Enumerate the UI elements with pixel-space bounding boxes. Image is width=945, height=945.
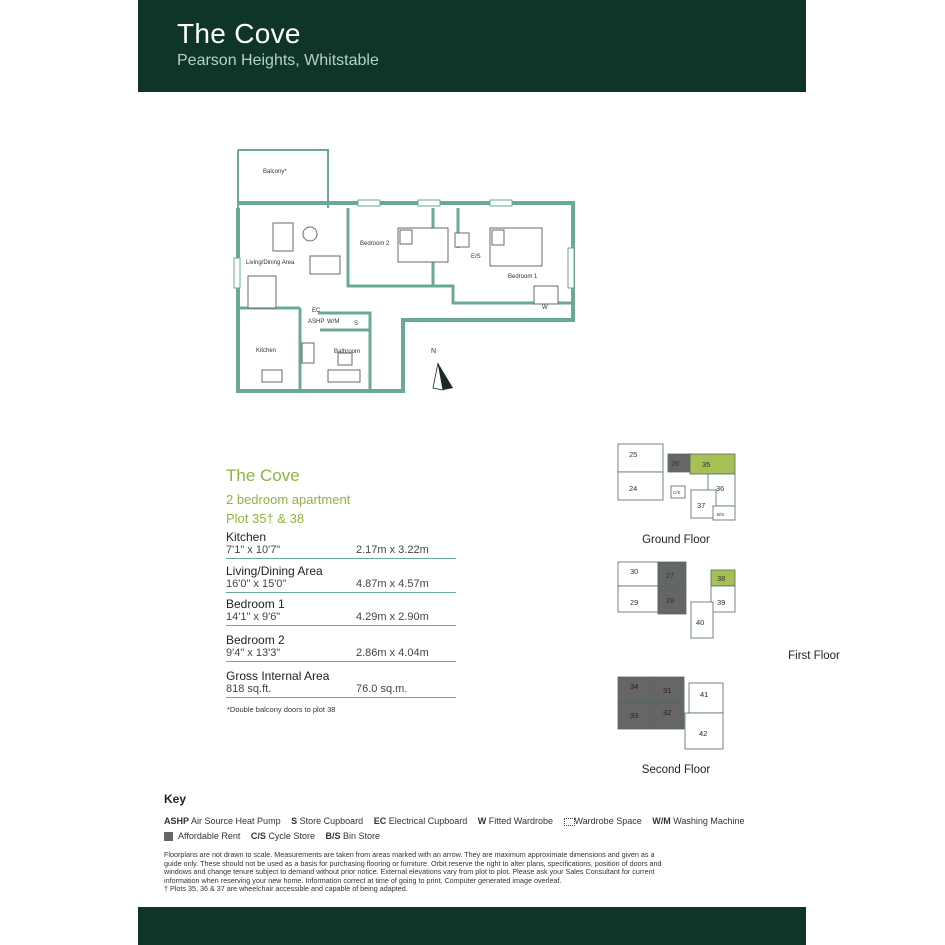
plan-label-es: E/S (471, 254, 481, 260)
key-title: Key (164, 792, 187, 806)
plan-label-bedroom2: Bedroom 2 (360, 241, 390, 247)
key-row-2 (164, 831, 784, 841)
plot-label: 29 (630, 598, 639, 607)
key-desc: Washing Machine (673, 816, 745, 826)
room-metric: 4.29m x 2.90m (356, 611, 429, 623)
disclaimer (164, 851, 724, 894)
floor-label-ground: Ground Floor (642, 534, 710, 546)
plot-label: 42 (699, 729, 708, 738)
key-abbr: S (291, 816, 298, 826)
key-section (164, 792, 784, 846)
plan-label-w: W (542, 305, 548, 311)
keyplan-first (613, 560, 743, 644)
floor-plan-drawing (228, 148, 668, 398)
room-row (226, 597, 456, 626)
key-abbr: ASHP (164, 816, 190, 826)
plan-label-bedroom1: Bedroom 1 (508, 274, 538, 280)
floor-plan (228, 148, 668, 398)
room-metric: 76.0 sq.m. (356, 683, 408, 695)
disclaimer-line: † Plots 35, 36 & 37 are wheelchair accessible and capable of being adapted. (164, 884, 408, 894)
info-title: The Cove (226, 466, 300, 485)
key-desc: Cycle Store (268, 831, 315, 841)
wardrobe-space-icon (564, 818, 575, 826)
footer-bar (138, 907, 806, 945)
room-row (226, 530, 456, 559)
plot-label: 38 (717, 574, 726, 583)
plan-label-kitchen: Kitchen (256, 348, 277, 354)
development-title: The Cove (177, 18, 301, 49)
plan-label-wm: W/M (327, 319, 340, 325)
plan-label-ec: EC (312, 308, 321, 314)
plot-label: 34 (630, 682, 639, 691)
disclaimer-line: Floorplans are not drawn to scale. Measurements are taken from areas marked with an arrow. They are maximum approximate dimensions and given as a (164, 850, 655, 859)
plot-label: C/S (673, 490, 681, 495)
plot-label: 41 (700, 690, 709, 699)
room-name: Bedroom 1 (226, 597, 285, 611)
plot-label: B/S (717, 512, 725, 517)
room-metric: 4.87m x 4.57m (356, 578, 429, 590)
plan-label-balcony: Balcony* (263, 169, 287, 175)
plot-label: 36 (716, 484, 725, 493)
key-desc: Store Cupboard (299, 816, 364, 826)
room-name: Living/Dining Area (226, 564, 323, 578)
key-row-1 (164, 816, 784, 826)
room-name: Bedroom 2 (226, 633, 285, 647)
plot-label: 32 (663, 708, 672, 717)
room-metric: 2.86m x 4.04m (356, 647, 429, 659)
disclaimer-line: guide only. These should not be used as a basis for purchasing flooring or furniture. Orbit reserve the right to alter plans, specifications, position of doors and (164, 858, 662, 868)
plot-label: 30 (630, 567, 639, 576)
plot-label: 35 (702, 460, 711, 469)
room-name: Kitchen (226, 530, 267, 544)
header-bar (138, 0, 806, 92)
apartment-info (226, 466, 526, 530)
affordable-swatch-icon (164, 832, 173, 841)
key-abbr: B/S (325, 831, 341, 841)
key-desc: Fitted Wardrobe (488, 816, 553, 826)
key-desc: Wardrobe Space (574, 816, 642, 826)
room-name: Gross Internal Area (226, 669, 330, 683)
key-desc: Electrical Cupboard (388, 816, 468, 826)
key-abbr: W/M (652, 816, 671, 826)
plan-label-s: S (354, 321, 359, 327)
development-location: Pearson Heights, Whitstable (177, 52, 379, 69)
plot-label: 28 (666, 596, 675, 605)
plot-label: 39 (717, 598, 726, 607)
plan-label-living: Living/Dining Area (246, 260, 295, 266)
room-imperial: 14'1" x 9'6" (226, 611, 281, 623)
disclaimer-line: windows and change tenure subject to demand without prior notice. External elevations vary from plot to plot. Please ask your Sales Consultant for current (164, 867, 655, 877)
plot-label: 24 (629, 484, 638, 493)
floor-label-first: First Floor (788, 650, 840, 662)
plot-label: 27 (666, 571, 675, 580)
room-row (226, 564, 456, 593)
key-abbr: W (477, 816, 487, 826)
room-row (226, 669, 456, 698)
brochure-page (138, 0, 840, 945)
keyplan-second (613, 673, 743, 755)
room-imperial: 16'0" x 15'0" (226, 578, 287, 590)
key-desc: Bin Store (343, 831, 381, 841)
keyplan-ground (613, 442, 743, 530)
plot-label: 40 (696, 618, 705, 627)
plot-label: 33 (630, 711, 639, 720)
key-affordable: Affordable Rent (178, 831, 241, 841)
plot-label: 26 (671, 459, 680, 468)
key-abbr: C/S (250, 831, 266, 841)
disclaimer-line: information when reserving your new home. Information correct at time of going to print. Computer generated image overleaf. (164, 875, 562, 885)
room-imperial: 7'1" x 10'7" (226, 544, 281, 556)
north-arrow-icon (431, 348, 453, 390)
plan-label-ashp: ASHP (308, 319, 325, 325)
plan-label-bathroom: Bathroom (334, 349, 361, 355)
room-imperial: 818 sq.ft. (226, 683, 272, 695)
room-row (226, 633, 456, 662)
balcony-note: *Double balcony doors to plot 38 (227, 705, 336, 714)
floor-label-second: Second Floor (641, 764, 711, 776)
north-label: N (431, 348, 437, 355)
key-abbr: EC (373, 816, 387, 826)
room-metric: 2.17m x 3.22m (356, 544, 429, 556)
info-type: 2 bedroom apartment (226, 492, 351, 507)
plot-label: 25 (629, 450, 638, 459)
plot-label: 31 (663, 686, 672, 695)
key-desc: Air Source Heat Pump (191, 816, 281, 826)
info-plot: Plot 35† & 38 (226, 511, 305, 526)
room-imperial: 9'4" x 13'3" (226, 647, 281, 659)
plot-label: 37 (697, 501, 706, 510)
